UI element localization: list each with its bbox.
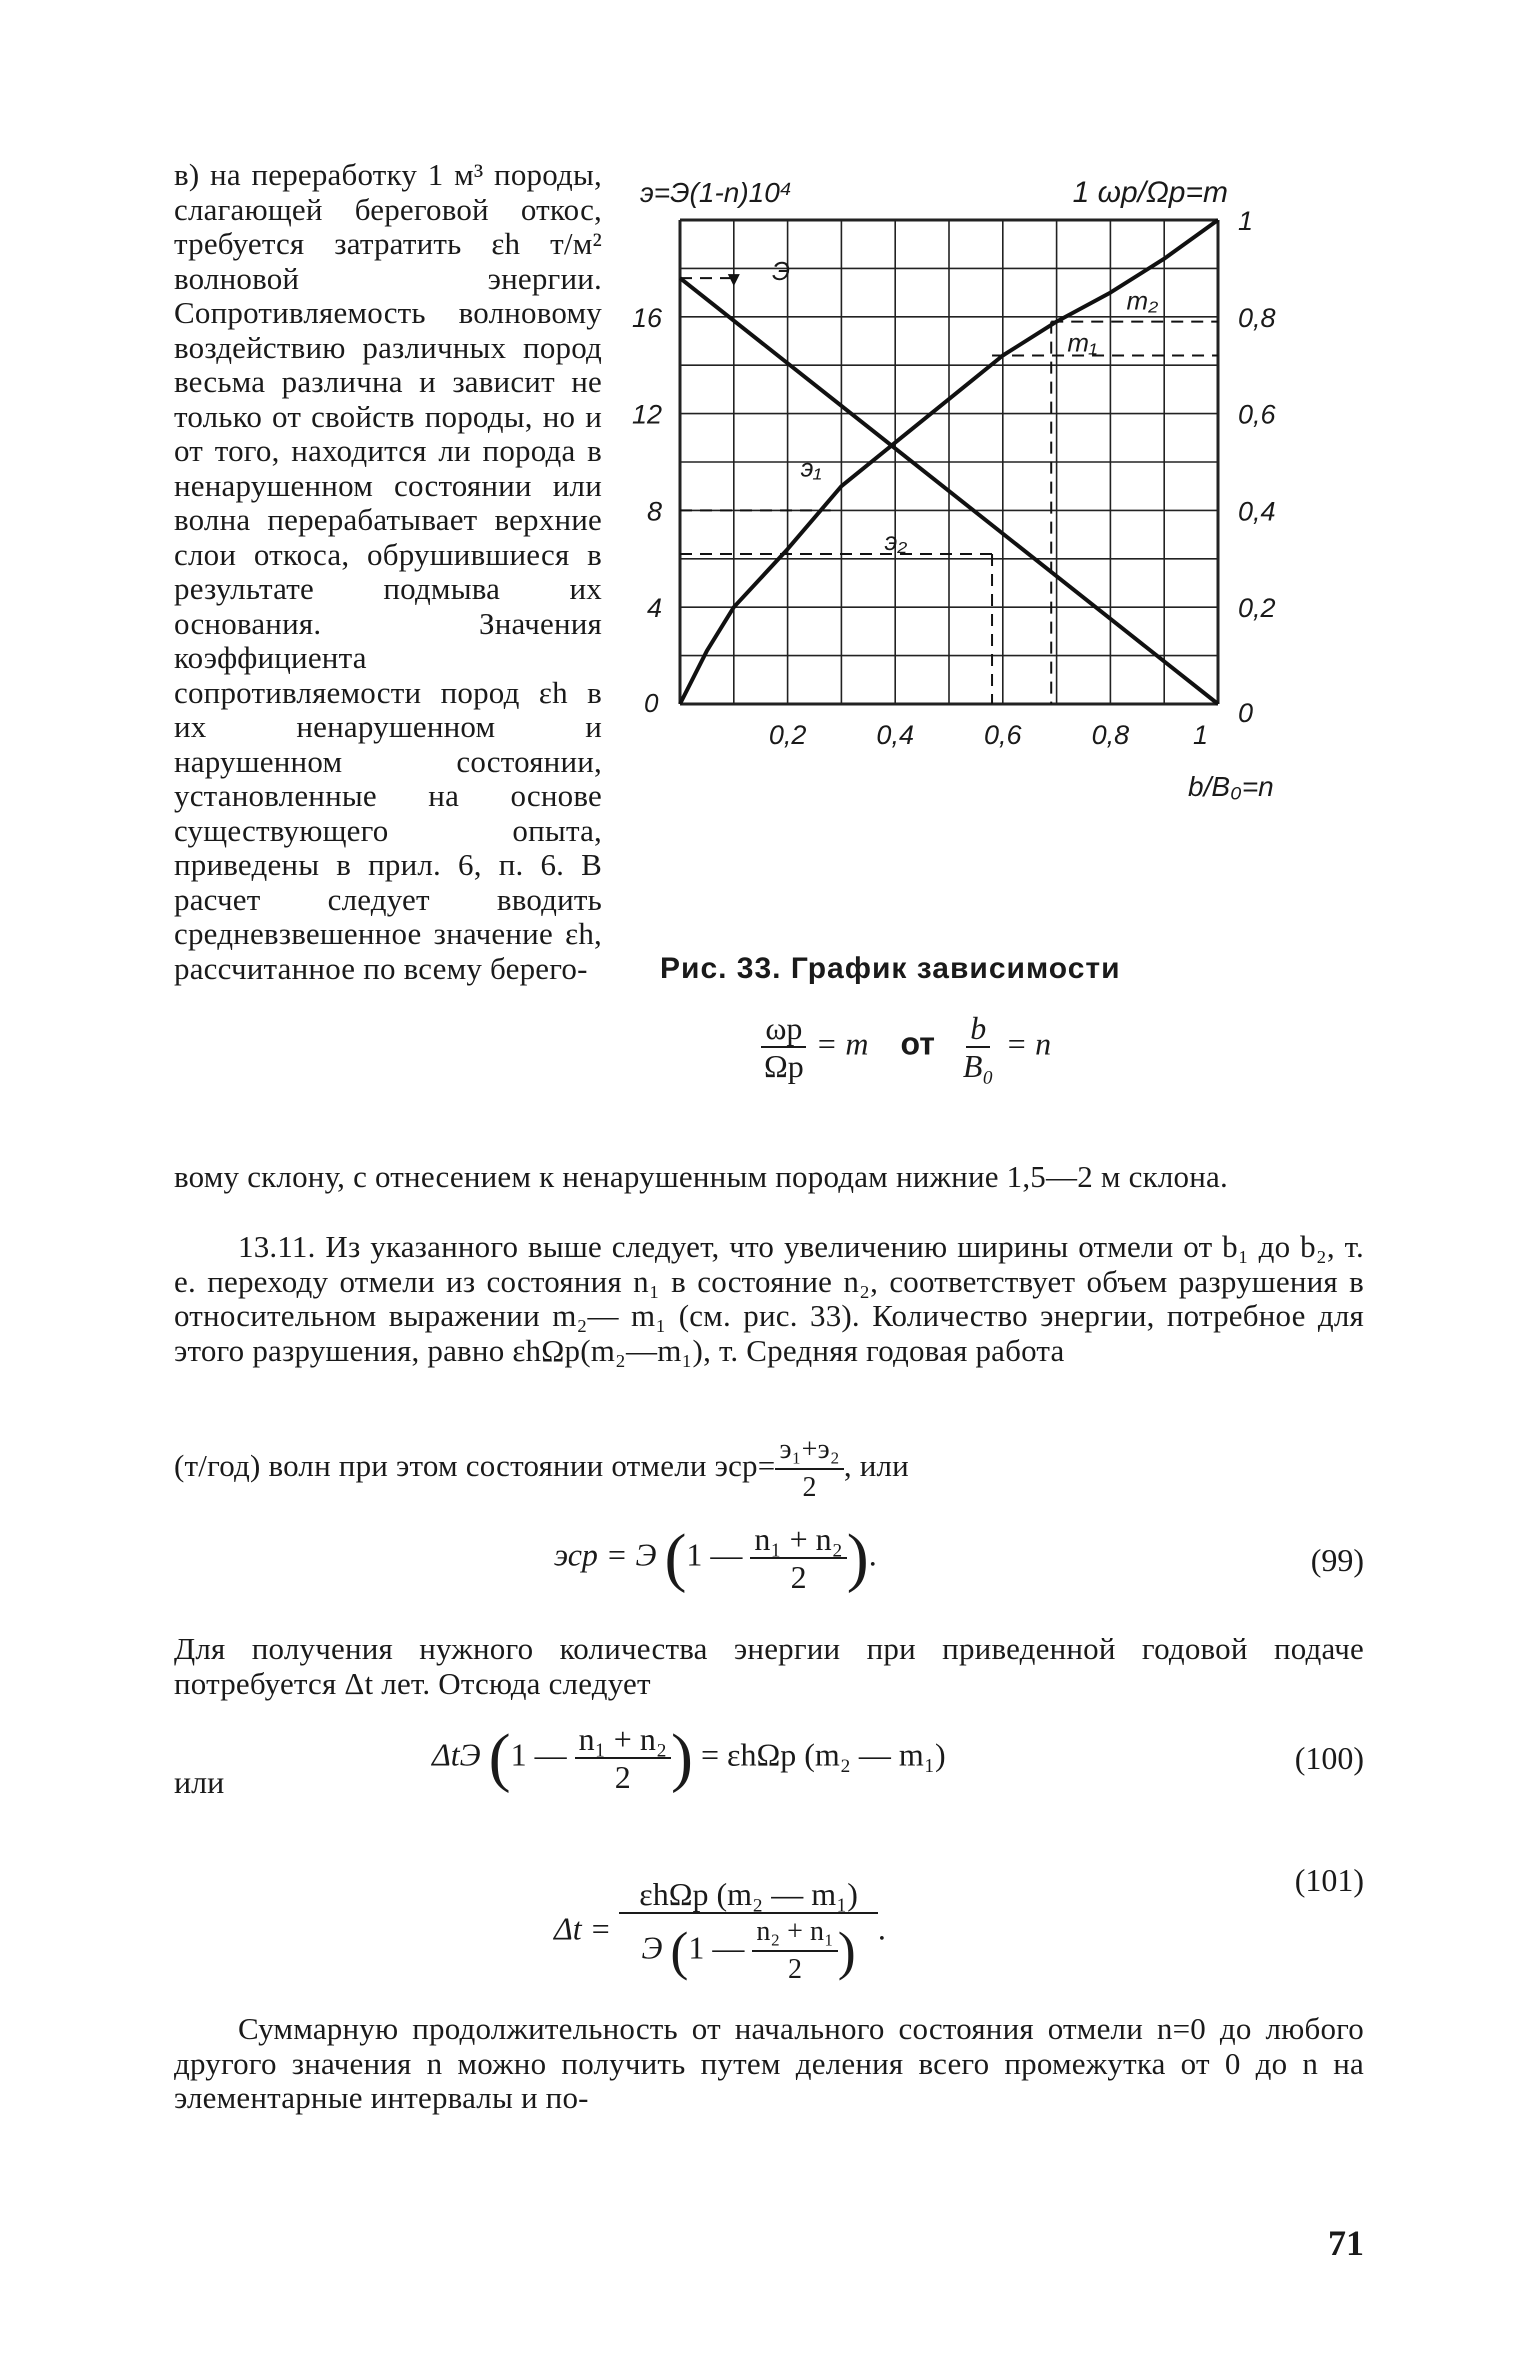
energy-paragraph xyxy=(174,1632,1364,1701)
eq100-number: (100) xyxy=(1294,1740,1364,1776)
eq99-lhs: эср = Э xyxy=(554,1536,657,1573)
figure-caption: Рис. 33. График зависимости xyxy=(660,952,1121,985)
final-paragraph-text: Суммарную продолжительность от начального состояния отмели n=0 до любого другого значения n можно получить путем деления всего промежутка от 0 до n на элементарные интервалы и по- xyxy=(174,2011,1364,2115)
eq99-number: (99) xyxy=(1310,1542,1364,1578)
x-tick-label: 0,6 xyxy=(984,720,1022,750)
x-tick-label: 0,8 xyxy=(1091,720,1130,750)
left-column-paragraph: в) на переработку 1 м³ породы, слагающей береговой откос, требуется затратить εh т/м² волновой энергии. Сопротивляемость волновому воздействию различных пород весьма различна и зависит не только от свойств породы, но и от того, находится ли порода в ненарушенном состоянии или волна перерабатывает верхние слои откоса, обрушившиеся в результате подмыва их основания. Значения коэффициента сопротивляемости пород εh в их ненарушенном и нарушенном состоянии, установленные на основе существующего опыта, приведены в прил. 6, п. 6. В расчет следует вводить средневзвешенное значение εh, рассчитанное по всему берего- xyxy=(174,157,602,986)
eq101-number: (101) xyxy=(1294,1862,1364,1898)
left-tick-label: 16 xyxy=(631,302,662,333)
caption-frac-num: ωр xyxy=(761,1010,806,1048)
right-tick-label: 1 xyxy=(1238,206,1254,236)
annotation-e2: э₂ xyxy=(884,525,908,556)
chart-figure xyxy=(630,160,1350,940)
eq101-frac xyxy=(619,1876,878,1988)
right-tick-label: 0,2 xyxy=(1238,593,1276,624)
x-tick-label: 1 xyxy=(1192,720,1208,750)
caption-frac-omega xyxy=(760,1010,808,1084)
caption-eq-n: = n xyxy=(1005,1025,1052,1062)
eq101-den-frac-num: n₂ + n₁ xyxy=(752,1914,837,1952)
right-tick-label: 0,4 xyxy=(1238,496,1276,527)
section-13-11 xyxy=(174,1230,1364,1368)
x-axis-title: b/B₀=n xyxy=(1188,771,1274,802)
eq101-frac-num: εhΩр (m₂ — m₁) xyxy=(619,1876,878,1914)
x-tick-label: 0,4 xyxy=(876,720,914,750)
x-tick-label: 0,2 xyxy=(768,720,807,750)
continuation-paragraph: вому склону, с отнесением к ненарушенным породам нижние 1,5—2 м склона. xyxy=(174,1159,1228,1194)
eq101-den-inner: 1 — xyxy=(688,1929,745,1966)
frac-e-den: 2 xyxy=(802,1472,817,1503)
eq100-frac xyxy=(575,1721,671,1795)
caption-eq-m: = m xyxy=(815,1025,869,1062)
e-marker-icon xyxy=(728,274,740,286)
right-tick-label: 0 xyxy=(1238,698,1254,728)
left-tick-label: 4 xyxy=(646,593,662,624)
eq99-tail: . xyxy=(868,1536,877,1573)
equation-101 xyxy=(174,1830,1364,1990)
right-tick-label: 0,6 xyxy=(1238,399,1276,430)
annotation-e1: э₁ xyxy=(800,452,822,483)
eq100-inner: 1 — xyxy=(510,1736,567,1773)
eq99-frac-den: 2 xyxy=(790,1559,807,1595)
caption-word-ot: от xyxy=(900,1025,935,1062)
frac-e-avg xyxy=(775,1432,843,1506)
caption-frac-num-b: b xyxy=(966,1010,990,1048)
continuation-text xyxy=(174,1160,1364,1195)
energy-paragraph-text: Для получения нужного количества энергии при приведенной годовой подаче потребуется Δt лет. Отсюда следует xyxy=(174,1631,1364,1701)
eq100-frac-num: n₁ + n₂ xyxy=(575,1721,671,1759)
eq101-den-frac xyxy=(752,1914,837,1988)
left-axis-title: э=Э(1-n)10⁴ xyxy=(640,177,792,208)
caption-formula xyxy=(760,1010,1280,1120)
annotation-e: Э xyxy=(772,256,791,287)
word-ili: или xyxy=(174,1764,225,1800)
section-13-11-paragraph: 13.11. Из указанного выше следует, что увеличению ширины отмели от b₁ до b₂, т. е. переходу отмели из состояния n₁ в состояние n₂, соответствует объем разрушения в относительном выражении m₂— m₁ (см. рис. 33). Количество энергии, потребное для этого разрушения, равно εhΩр(m₂—m₁), т. Средняя годовая работа xyxy=(174,1229,1364,1368)
eq99-frac-num: n₁ + n₂ xyxy=(750,1521,846,1559)
left-tick-label: 12 xyxy=(631,399,662,430)
equation-99: эср = Э (1 — $\frac{\text{n₁ + n₂}}{2}$ ). (99) xyxy=(554,1521,1364,1595)
eq101-tail: . xyxy=(877,1910,886,1947)
section-13-11-text-b: (т/год) волн при этом состоянии отмели эср= xyxy=(174,1448,776,1484)
eq101-den-lhs: Э xyxy=(641,1929,663,1966)
equation-100: или ΔtЭ (1 — $\frac{\text{n₁ + n₂}}{2}$ ) = εhΩр (m₂ — m₁) (100) xyxy=(174,1721,1364,1800)
eq101-frac-den: Э (1 — $\frac{\text{n₂ + n₁}}{2}$ ) xyxy=(637,1914,859,1988)
eq99-inner: 1 — xyxy=(686,1536,743,1573)
eq99-frac xyxy=(750,1521,846,1595)
chart-labels xyxy=(632,176,1277,802)
frac-e-num: э₁+э₂ xyxy=(775,1432,843,1470)
caption-frac-b xyxy=(959,1010,998,1084)
right-tick-label: 0,8 xyxy=(1238,302,1276,333)
caption-frac-den: Ωр xyxy=(764,1048,804,1084)
left-tick-label: 8 xyxy=(646,496,662,527)
caption-frac-den-b: B₀ xyxy=(962,1048,994,1084)
eq100-rhs: = εhΩр (m₂ — m₁) xyxy=(700,1736,946,1773)
eq101-den-frac-den: 2 xyxy=(788,1954,803,1985)
section-13-11-text-c: , или xyxy=(843,1448,909,1484)
annotation-m2: m₂ xyxy=(1126,285,1159,316)
page-number: 71 xyxy=(1328,2223,1364,2263)
eq100-lhs: ΔtЭ xyxy=(432,1736,481,1773)
x-origin-label: 0 xyxy=(644,688,659,718)
right-axis-title: 1 ωр/Ωр=m xyxy=(1072,176,1228,209)
eq101-lhs: Δt = xyxy=(554,1910,612,1947)
section-13-11-line2 xyxy=(174,1432,1364,1506)
annotation-m1: m₁ xyxy=(1067,327,1098,358)
eq100-frac-den: 2 xyxy=(614,1759,631,1795)
final-paragraph xyxy=(174,2012,1364,2116)
left-column-text xyxy=(174,158,602,986)
